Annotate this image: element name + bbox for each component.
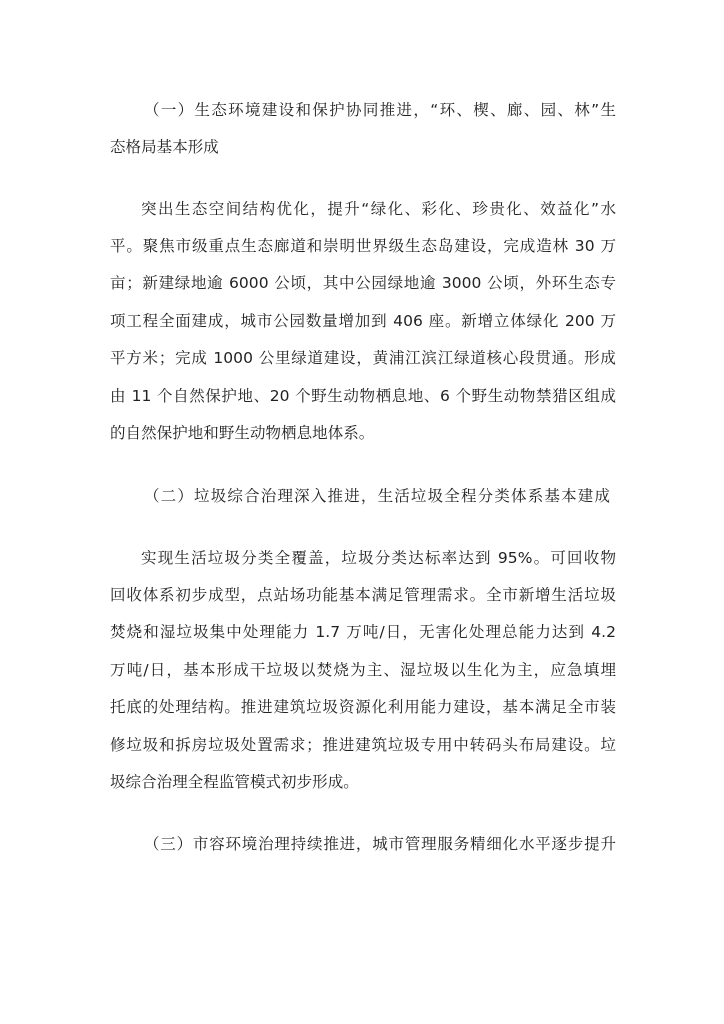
section-1-body-line-4: 项工程全面建成，城市公园数量增加到 406 座。新增立体绿化 200 万 xyxy=(110,312,616,330)
section-2-heading: （二）垃圾综合治理深入推进，生活垃圾全程分类体系基本建成 xyxy=(144,487,610,505)
section-1-body-line-6: 由 11 个自然保护地、20 个野生动物栖息地、6 个野生动物禁猎区组成 xyxy=(110,387,616,405)
section-2-body-line-4: 万吨/日，基本形成干垃圾以焚烧为主、湿垃圾以生化为主，应急填埋 xyxy=(110,661,616,679)
section-2-body-line-6: 修垃圾和拆房垃圾处置需求；推进建筑垃圾专用中转码头布局建设。垃 xyxy=(110,736,616,754)
section-2-body-line-2: 回收体系初步成型，点站场功能基本满足管理需求。全市新增生活垃圾 xyxy=(110,586,616,604)
section-3-heading: （三）市容环境治理持续推进，城市管理服务精细化水平逐步提升 xyxy=(144,835,616,853)
section-1-heading-line-2: 态格局基本形成 xyxy=(110,138,219,156)
section-2-body-line-1: 实现生活垃圾分类全覆盖，垃圾分类达标率达到 95%。可回收物 xyxy=(141,549,616,567)
section-1-body-line-2: 平。聚焦市级重点生态廊道和崇明世界级生态岛建设，完成造林 30 万 xyxy=(110,237,616,255)
section-2-body-line-5: 托底的处理结构。推进建筑垃圾资源化利用能力建设，基本满足全市装 xyxy=(110,698,616,716)
section-2-body-line-3: 焚烧和湿垃圾集中处理能力 1.7 万吨/日，无害化处理总能力达到 4.2 xyxy=(110,623,616,641)
section-1-heading-line-1: （一）生态环境建设和保护协同推进，“环、楔、廊、园、林”生 xyxy=(144,101,616,119)
section-2-body-line-7: 圾综合治理全程监管模式初步形成。 xyxy=(110,773,359,791)
section-1-body-line-3: 亩；新建绿地逾 6000 公顷，其中公园绿地逾 3000 公顷，外环生态专 xyxy=(110,274,616,292)
section-1-body-line-7: 的自然保护地和野生动物栖息地体系。 xyxy=(110,424,375,442)
section-1-body-line-5: 平方米；完成 1000 公里绿道建设，黄浦江滨江绿道核心段贯通。形成 xyxy=(110,349,616,367)
section-1-body-line-1: 突出生态空间结构优化，提升“绿化、彩化、珍贵化、效益化”水 xyxy=(141,200,616,218)
